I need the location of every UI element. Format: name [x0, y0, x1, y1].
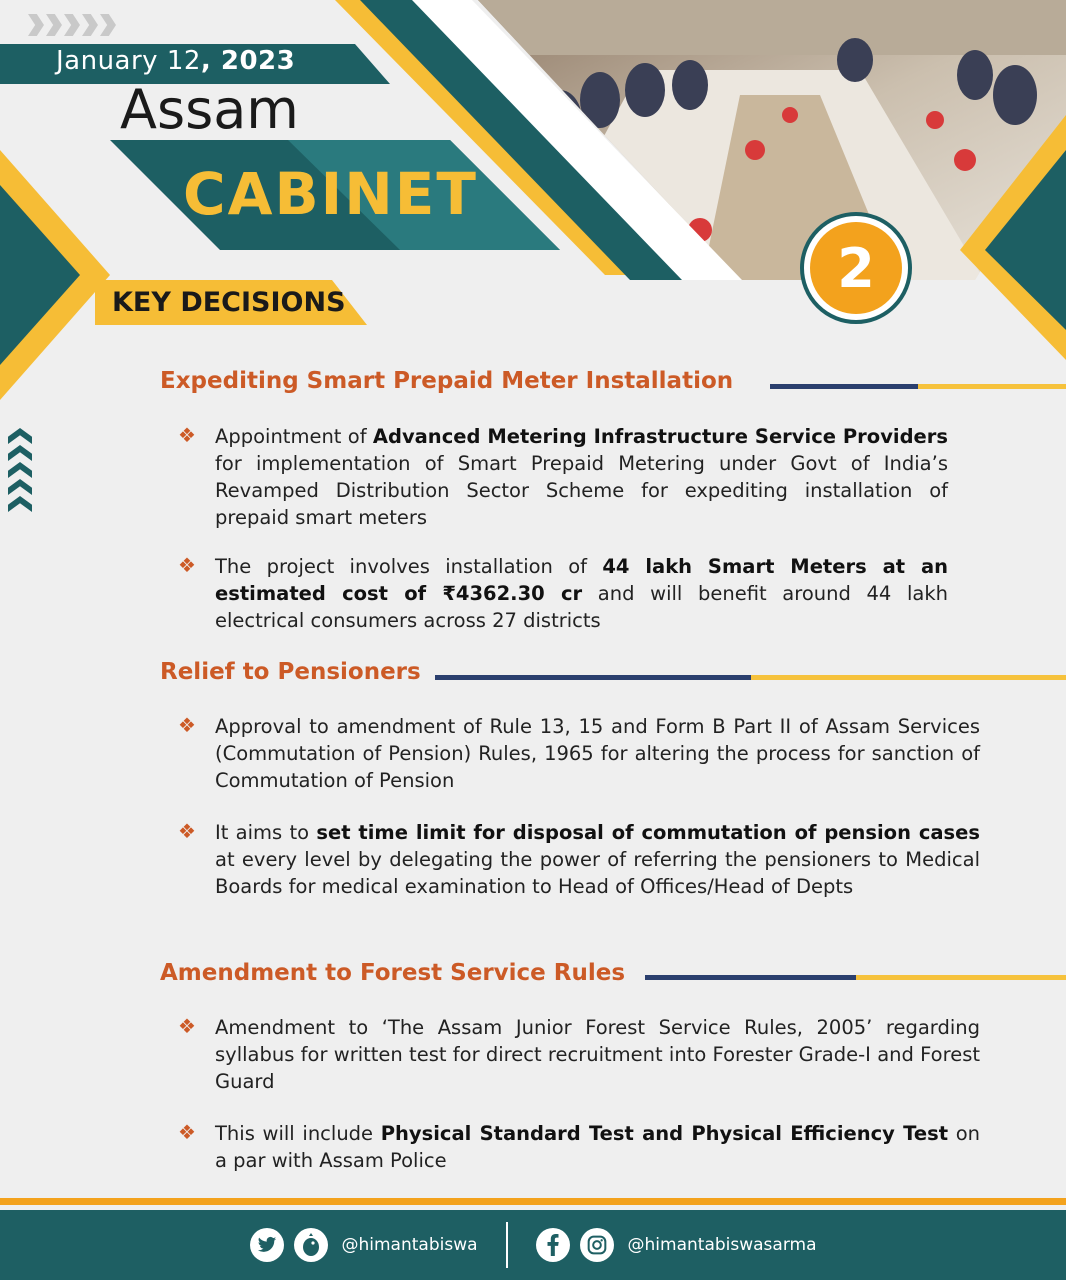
section-title-forest: Amendment to Forest Service Rules — [160, 960, 626, 986]
footer-bar — [0, 1210, 1066, 1280]
bullet-text: This will include Physical Standard Test and Physical Efficiency Test on a par with Assam Police — [215, 1122, 980, 1172]
diamond-bullet-icon: ❖ — [178, 1120, 196, 1144]
footer-divider — [506, 1222, 508, 1268]
cabinet-title: CABINET — [183, 160, 478, 228]
bullet-text: The project involves installation of 44 lakh Smart Meters at an estimated cost of ₹4362.30 cr and will benefit around 44 lakh electrical consumers across 27 districts — [215, 555, 949, 632]
decorative-side-chevrons — [8, 428, 32, 512]
diamond-bullet-icon: ❖ — [178, 1014, 196, 1038]
bullet-text: Appointment of Advanced Metering Infrastructure Service Providers for implementation of Smart Prepaid Metering under Govt of India’s Revamped Distribution Sector Scheme for expediting installation of prepaid smart meters — [215, 425, 949, 529]
twitter-icon[interactable] — [250, 1228, 284, 1262]
section-divider — [645, 975, 1066, 980]
bullet-text: Amendment to ‘The Assam Junior Forest Service Rules, 2005’ regarding syllabus for written test for direct recruitment into Forester Grade-I and Forest Guard — [215, 1016, 980, 1093]
bullet-text: Approval to amendment of Rule 13, 15 and Form B Part II of Assam Services (Commutation of Pension) Rules, 1965 for altering the process for sanction of Commutation of Pension — [215, 715, 980, 792]
social-group-1 — [250, 1228, 478, 1262]
section-divider — [770, 384, 1066, 389]
section-divider — [435, 675, 1066, 680]
instagram-icon[interactable] — [580, 1228, 614, 1262]
diamond-bullet-icon: ❖ — [178, 819, 196, 843]
section-title-smart-meter: Expediting Smart Prepaid Meter Installation — [160, 368, 734, 394]
footer-stripe — [0, 1198, 1066, 1205]
handle-twitter[interactable]: @himantabiswa — [341, 1235, 478, 1255]
section-title-pensioners: Relief to Pensioners — [160, 659, 421, 685]
facebook-icon[interactable] — [536, 1228, 570, 1262]
diamond-bullet-icon: ❖ — [178, 553, 196, 577]
state-title: Assam — [120, 78, 299, 141]
social-group-2 — [536, 1228, 817, 1262]
decorative-chevrons — [28, 14, 116, 36]
koo-icon[interactable] — [294, 1228, 328, 1262]
diamond-bullet-icon: ❖ — [178, 423, 196, 447]
bullet-text: It aims to set time limit for disposal of commutation of pension cases at every level by delegating the power of referring the pensioners to Medical Boards for medical examination to Head of Offices/Head of Depts — [215, 821, 980, 898]
page-number-badge — [800, 212, 912, 324]
page-number: 2 — [810, 222, 902, 314]
diamond-bullet-icon: ❖ — [178, 713, 196, 737]
key-decisions-label: KEY DECISIONS — [112, 287, 346, 318]
date-label: January 12, 2023 — [56, 46, 296, 76]
handle-facebook-instagram[interactable]: @himantabiswasarma — [627, 1235, 817, 1255]
